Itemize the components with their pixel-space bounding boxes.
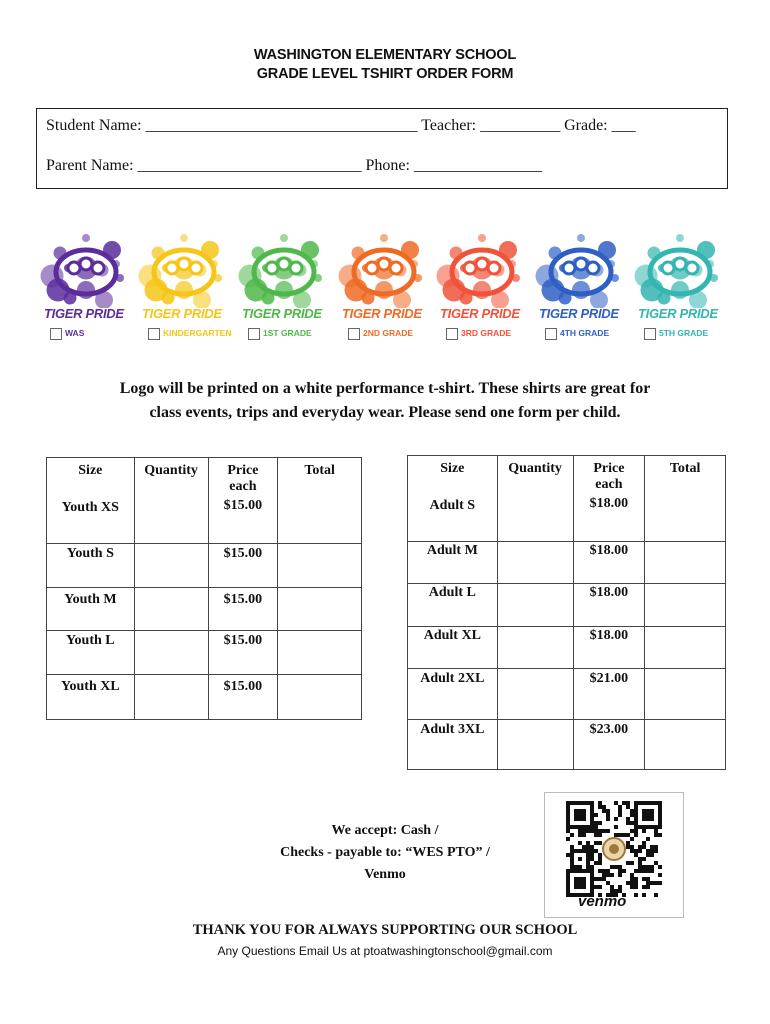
- tiger-pride-wordmark: TIGER PRIDE: [242, 306, 322, 321]
- tiger-pride-wordmark: TIGER PRIDE: [539, 306, 619, 321]
- qty-youth-xl[interactable]: [134, 675, 208, 720]
- paw-splatter-icon: [535, 228, 627, 308]
- paw-splatter-icon: [338, 228, 430, 308]
- total-adult-m[interactable]: [645, 542, 726, 584]
- total-adult-l[interactable]: [645, 584, 726, 627]
- total-adult-xl[interactable]: [645, 627, 726, 669]
- tiger-pride-wordmark: TIGER PRIDE: [142, 306, 222, 321]
- price-adult-s: $18.00: [589, 496, 629, 511]
- size-adult-3xl: Adult 3XL: [408, 720, 498, 770]
- grade-checkbox[interactable]: [248, 328, 260, 340]
- logo-option: [535, 228, 627, 346]
- student-info-box: [36, 108, 728, 189]
- size-youth-xl: Youth XL: [47, 675, 135, 720]
- total-youth-s[interactable]: [278, 544, 362, 588]
- grade-label: 5TH GRADE: [659, 328, 709, 338]
- price-youth-xs: $15.00: [223, 498, 263, 513]
- header-price-each: each: [229, 479, 257, 494]
- grade-checkbox[interactable]: [545, 328, 557, 340]
- grade-label: 3RD GRADE: [461, 328, 512, 338]
- grade-checkbox[interactable]: [348, 328, 360, 340]
- price-youth-xl: $15.00: [208, 675, 278, 720]
- form-title-order: GRADE LEVEL TSHIRT ORDER FORM: [256, 66, 514, 82]
- header-total: Total: [304, 463, 335, 478]
- price-adult-xl: $18.00: [573, 627, 645, 669]
- grade-checkbox[interactable]: [50, 328, 62, 340]
- venmo-qr-code[interactable]: [544, 792, 684, 918]
- size-youth-xs: Youth XS: [61, 500, 119, 515]
- paw-splatter-icon: [40, 228, 132, 308]
- paw-splatter-icon: [238, 228, 330, 308]
- grade-label: WAS: [65, 328, 85, 338]
- payment-info: [260, 820, 510, 886]
- header-size: Size: [440, 461, 465, 476]
- header-price: Price: [593, 461, 625, 476]
- description-line-2: class events, trips and everyday wear. Please send one form per child.: [149, 404, 621, 421]
- price-youth-s: $15.00: [208, 544, 278, 588]
- qr-code-icon: [566, 801, 662, 897]
- form-title-school: WASHINGTON ELEMENTARY SCHOOL: [253, 47, 517, 63]
- price-youth-l: $15.00: [208, 631, 278, 675]
- tiger-pride-wordmark: TIGER PRIDE: [342, 306, 422, 321]
- header-quantity: Quantity: [144, 463, 198, 478]
- tiger-pride-wordmark: TIGER PRIDE: [44, 306, 124, 321]
- size-youth-s: Youth S: [47, 544, 135, 588]
- payment-line-3: Venmo: [364, 867, 406, 882]
- total-adult-2xl[interactable]: [645, 669, 726, 720]
- logo-option: [138, 228, 230, 346]
- tiger-pride-wordmark: TIGER PRIDE: [638, 306, 718, 321]
- qty-adult-2xl[interactable]: [497, 669, 573, 720]
- price-youth-m: $15.00: [208, 588, 278, 631]
- grade-label: 2ND GRADE: [363, 328, 414, 338]
- size-adult-m: Adult M: [408, 542, 498, 584]
- size-adult-s: Adult S: [429, 498, 476, 513]
- header-total: Total: [669, 461, 701, 476]
- paw-splatter-icon: [138, 228, 230, 308]
- student-teacher-grade-line[interactable]: Student Name: __________________________________ Teacher: __________ Grade: ___: [46, 117, 636, 134]
- logo-option: [338, 228, 430, 346]
- grade-label: 4TH GRADE: [560, 328, 610, 338]
- header-price-each: each: [595, 477, 623, 492]
- tiger-pride-wordmark: TIGER PRIDE: [440, 306, 520, 321]
- youth-header-price-xs: [208, 458, 278, 544]
- grade-label: 1ST GRADE: [263, 328, 312, 338]
- thank-you-message: THANK YOU FOR ALWAYS SUPPORTING OUR SCHOOL: [192, 922, 578, 938]
- parent-phone-line[interactable]: Parent Name: ____________________________ Phone: ________________: [46, 157, 542, 174]
- payment-line-1: We accept: Cash /: [331, 823, 439, 838]
- qty-adult-xl[interactable]: [497, 627, 573, 669]
- size-adult-l: Adult L: [408, 584, 498, 627]
- price-adult-3xl: $23.00: [573, 720, 645, 770]
- youth-size-table: [46, 457, 362, 720]
- price-adult-2xl: $21.00: [573, 669, 645, 720]
- grade-checkbox[interactable]: [446, 328, 458, 340]
- payment-line-2: Checks - payable to: “WES PTO” /: [280, 845, 490, 860]
- size-adult-2xl: Adult 2XL: [408, 669, 498, 720]
- paw-splatter-icon: [634, 228, 726, 308]
- contact-email[interactable]: Any Questions Email Us at ptoatwashingtonschool@gmail.com: [217, 944, 553, 958]
- size-youth-l: Youth L: [47, 631, 135, 675]
- qty-youth-m[interactable]: [134, 588, 208, 631]
- size-adult-xl: Adult XL: [408, 627, 498, 669]
- total-adult-3xl[interactable]: [645, 720, 726, 770]
- size-youth-m: Youth M: [47, 588, 135, 631]
- header-size: Size: [78, 463, 103, 478]
- grade-label: KINDERGARTEN: [163, 328, 232, 338]
- venmo-logo: venmo: [578, 893, 627, 910]
- header-quantity: Quantity: [508, 461, 562, 476]
- logo-option: [634, 228, 726, 346]
- qty-adult-3xl[interactable]: [497, 720, 573, 770]
- youth-header-quantity[interactable]: [134, 458, 208, 544]
- logo-option: [436, 228, 528, 346]
- logo-option: [40, 228, 132, 346]
- description-line-1: Logo will be printed on a white performance t-shirt. These shirts are great for: [119, 380, 651, 397]
- adult-size-table: [407, 455, 726, 770]
- adult-header-total[interactable]: [645, 456, 726, 542]
- qty-youth-s[interactable]: [134, 544, 208, 588]
- price-adult-m: $18.00: [573, 542, 645, 584]
- total-youth-m[interactable]: [278, 588, 362, 631]
- adult-header-price-s: [573, 456, 645, 542]
- grade-checkbox[interactable]: [148, 328, 160, 340]
- grade-checkbox[interactable]: [644, 328, 656, 340]
- total-youth-l[interactable]: [278, 631, 362, 675]
- adult-header-quantity[interactable]: [497, 456, 573, 542]
- header-price: Price: [227, 463, 259, 478]
- qty-youth-l[interactable]: [134, 631, 208, 675]
- logo-option: [238, 228, 330, 346]
- total-youth-xl[interactable]: [278, 675, 362, 720]
- qty-adult-l[interactable]: [497, 584, 573, 627]
- youth-header-size-and-xs: [47, 458, 135, 544]
- paw-splatter-icon: [436, 228, 528, 308]
- adult-header-size-and-s: [408, 456, 498, 542]
- youth-header-total[interactable]: [278, 458, 362, 544]
- price-adult-l: $18.00: [573, 584, 645, 627]
- qty-adult-m[interactable]: [497, 542, 573, 584]
